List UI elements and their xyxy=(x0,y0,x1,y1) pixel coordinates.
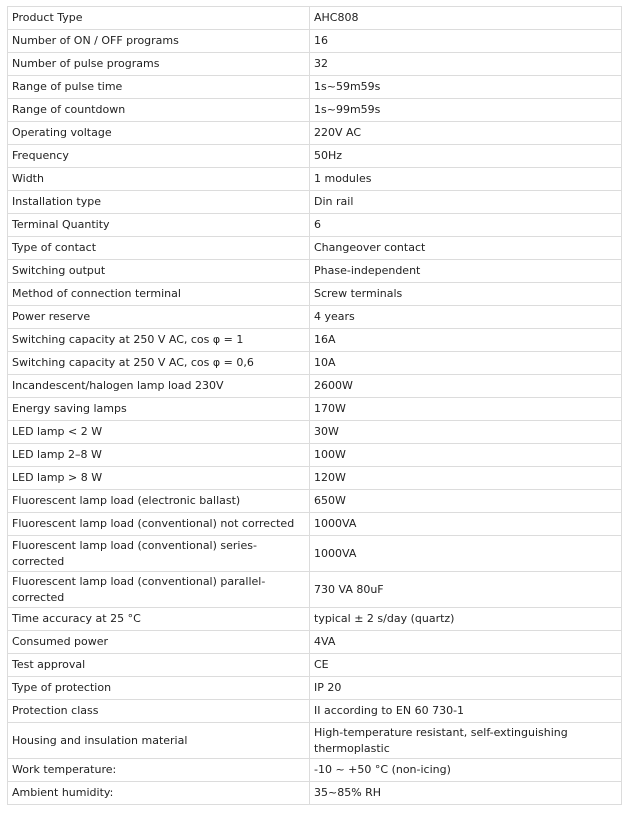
table-row xyxy=(8,467,622,490)
spec-value: -10 ~ +50 °C (non-icing) xyxy=(310,759,622,782)
table-row xyxy=(8,654,622,677)
spec-value: 32 xyxy=(310,53,622,76)
spec-value: 1000VA xyxy=(310,536,622,572)
spec-label: Housing and insulation material xyxy=(8,723,310,759)
table-row xyxy=(8,30,622,53)
table-row xyxy=(8,53,622,76)
table-row xyxy=(8,145,622,168)
table-row xyxy=(8,513,622,536)
table-row xyxy=(8,329,622,352)
table-row xyxy=(8,608,622,631)
spec-label: LED lamp > 8 W xyxy=(8,467,310,490)
table-row xyxy=(8,572,622,608)
table-row xyxy=(8,444,622,467)
spec-label: Number of pulse programs xyxy=(8,53,310,76)
table-row xyxy=(8,76,622,99)
spec-label: Switching output xyxy=(8,260,310,283)
table-row xyxy=(8,782,622,805)
spec-label: Type of protection xyxy=(8,677,310,700)
spec-value: 16A xyxy=(310,329,622,352)
spec-value: 10A xyxy=(310,352,622,375)
table-row xyxy=(8,99,622,122)
spec-label: Switching capacity at 250 V AC, cos φ = 1 xyxy=(8,329,310,352)
spec-label: Type of contact xyxy=(8,237,310,260)
spec-value: IP 20 xyxy=(310,677,622,700)
table-row xyxy=(8,759,622,782)
spec-value: 100W xyxy=(310,444,622,467)
spec-value: 1s~59m59s xyxy=(310,76,622,99)
table-row xyxy=(8,375,622,398)
spec-value: typical ± 2 s/day (quartz) xyxy=(310,608,622,631)
spec-value: 16 xyxy=(310,30,622,53)
spec-value: II according to EN 60 730-1 xyxy=(310,700,622,723)
spec-value: 170W xyxy=(310,398,622,421)
spec-label: Terminal Quantity xyxy=(8,214,310,237)
spec-label: Switching capacity at 250 V AC, cos φ = 0,6 xyxy=(8,352,310,375)
table-row xyxy=(8,352,622,375)
spec-label: LED lamp 2–8 W xyxy=(8,444,310,467)
spec-label: Number of ON / OFF programs xyxy=(8,30,310,53)
spec-label: Power reserve xyxy=(8,306,310,329)
spec-label: Product Type xyxy=(8,7,310,30)
spec-label: Work temperature: xyxy=(8,759,310,782)
spec-label: Range of countdown xyxy=(8,99,310,122)
spec-label: Width xyxy=(8,168,310,191)
spec-table-body xyxy=(8,7,622,805)
spec-label: Test approval xyxy=(8,654,310,677)
spec-label: Fluorescent lamp load (electronic ballast) xyxy=(8,490,310,513)
table-row xyxy=(8,122,622,145)
spec-value: Changeover contact xyxy=(310,237,622,260)
table-row xyxy=(8,421,622,444)
table-row xyxy=(8,490,622,513)
spec-label: Fluorescent lamp load (conventional) not corrected xyxy=(8,513,310,536)
spec-label: Fluorescent lamp load (conventional) parallel-corrected xyxy=(8,572,310,608)
spec-label: Ambient humidity: xyxy=(8,782,310,805)
spec-value: 650W xyxy=(310,490,622,513)
spec-value: High-temperature resistant, self-extinguishing thermoplastic xyxy=(310,723,622,759)
spec-value: 6 xyxy=(310,214,622,237)
spec-value: 50Hz xyxy=(310,145,622,168)
spec-value: 30W xyxy=(310,421,622,444)
table-row xyxy=(8,398,622,421)
table-row xyxy=(8,700,622,723)
table-row xyxy=(8,260,622,283)
spec-label: Consumed power xyxy=(8,631,310,654)
spec-value: 1 modules xyxy=(310,168,622,191)
table-row xyxy=(8,536,622,572)
spec-label: Range of pulse time xyxy=(8,76,310,99)
spec-value: 35~85% RH xyxy=(310,782,622,805)
table-row xyxy=(8,631,622,654)
spec-value: 1s~99m59s xyxy=(310,99,622,122)
spec-value: 4 years xyxy=(310,306,622,329)
spec-label: Method of connection terminal xyxy=(8,283,310,306)
spec-value: AHC808 xyxy=(310,7,622,30)
table-row xyxy=(8,237,622,260)
table-row xyxy=(8,168,622,191)
spec-label: Installation type xyxy=(8,191,310,214)
table-row xyxy=(8,677,622,700)
table-row xyxy=(8,283,622,306)
spec-value: 730 VA 80uF xyxy=(310,572,622,608)
spec-value: 220V AC xyxy=(310,122,622,145)
table-row xyxy=(8,7,622,30)
spec-label: Incandescent/halogen lamp load 230V xyxy=(8,375,310,398)
spec-label: Fluorescent lamp load (conventional) series-corrected xyxy=(8,536,310,572)
spec-label: Operating voltage xyxy=(8,122,310,145)
spec-label: LED lamp < 2 W xyxy=(8,421,310,444)
spec-value: Screw terminals xyxy=(310,283,622,306)
table-row xyxy=(8,306,622,329)
spec-value: 120W xyxy=(310,467,622,490)
spec-value: 4VA xyxy=(310,631,622,654)
spec-value: Din rail xyxy=(310,191,622,214)
spec-value: 2600W xyxy=(310,375,622,398)
spec-label: Time accuracy at 25 °C xyxy=(8,608,310,631)
table-row xyxy=(8,214,622,237)
spec-label: Energy saving lamps xyxy=(8,398,310,421)
spec-value: 1000VA xyxy=(310,513,622,536)
table-row xyxy=(8,191,622,214)
table-row xyxy=(8,723,622,759)
spec-label: Protection class xyxy=(8,700,310,723)
spec-value: CE xyxy=(310,654,622,677)
spec-label: Frequency xyxy=(8,145,310,168)
spec-value: Phase-independent xyxy=(310,260,622,283)
spec-table xyxy=(7,6,622,805)
